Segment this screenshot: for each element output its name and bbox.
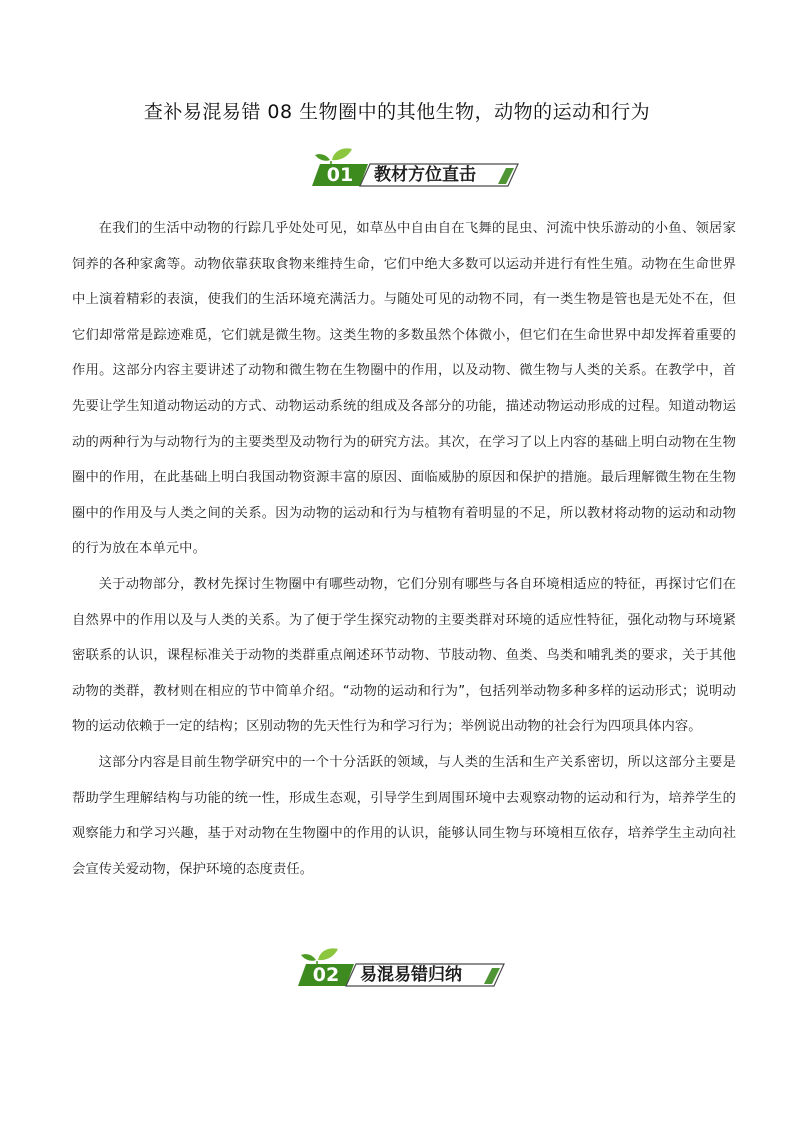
- section-header-02: [296, 946, 506, 990]
- page-title: 查补易混易错 08 生物圈中的其他生物，动物的运动和行为: [143, 101, 651, 123]
- section-header-01: [310, 146, 520, 190]
- section-number: 01: [326, 164, 354, 186]
- section-number: 02: [312, 964, 340, 986]
- paragraph: 这部分内容是目前生物学研究中的一个十分活跃的领域，与人类的生活和生产关系密切，所以这部分主要是帮助学生理解结构与功能的统一性，形成生态观，引导学生到周围环境中去观察动物的运动和行为，培养学生的观察能力和学习兴趣，基于对动物在生物圈中的作用的认识，能够认同生物与环境相互依存，培养学生主动向社会宣传关爱动物，保护环境的态度责任。: [72, 754, 736, 877]
- paragraph: 关于动物部分，教材先探讨生物圈中有哪些动物，它们分别有哪些与各自环境相适应的特征，再探讨它们在自然界中的作用以及与人类的关系。为了便于学生探究动物的主要类群对环境的适应性特征，强化动物与环境紧密联系的认识，课程标准关于动物的类群重点阐述环节动物、节肢动物、鱼类、鸟类和哺乳类的要求，关于其他动物的类群，教材则在相应的节中简单介绍。“动物的运动和行为”，包括列举动物多种多样的运动形式；说明动物的运动依赖于一定的结构；区别动物的先天性行为和学习行为；举例说出动物的社会行为四项具体内容。: [72, 576, 736, 735]
- article-body: [72, 211, 736, 887]
- paragraph: 在我们的生活中动物的行踪几乎处处可见，如草丛中自由自在飞舞的昆虫、河流中快乐游动的小鱼、领居家饲养的各种家禽等。动物依靠获取食物来维持生命，它们中绝大多数可以运动并进行有性生殖。动物在生命世界中上演着精彩的表演，使我们的生活环境充满活力。与随处可见的动物不同，有一类生物是管也是无处不在，但它们却常常是踪迹难觅，它们就是微生物。这类生物的多数虽然个体微小，但它们在生命世界中却发挥着重要的作用。这部分内容主要讲述了动物和微生物在生物圈中的作用，以及动物、微生物与人类的关系。在教学中，首先要让学生知道动物运动的方式、动物运动系统的组成及各部分的功能，描述动物运动形成的过程。知道动物运动的两种行为与动物行为的主要类型及动物行为的研究方法。其次，在学习了以上内容的基础上明白动物在生物圈中的作用，在此基础上明白我国动物资源丰富的原因、面临威胁的原因和保护的措施。最后理解微生物在生物圈中的作用及与人类之间的关系。因为动物的运动和行为与植物有着明显的不足，所以教材将动物的运动和动物的行为放在本单元中。: [72, 221, 736, 557]
- section-label: 易混易错归纳: [360, 965, 462, 985]
- section-label: 教材方位直击: [374, 165, 476, 185]
